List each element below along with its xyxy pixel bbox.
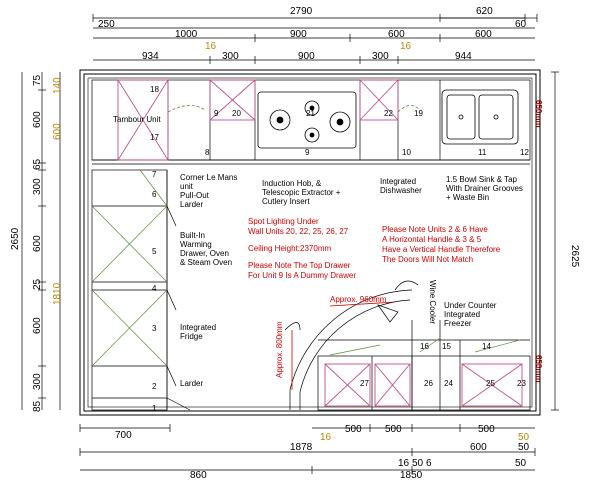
dim-bottom-50-tiny: 50 (412, 458, 424, 469)
unit-22: 22 (384, 109, 393, 118)
dim-row2-d: 600 (475, 29, 492, 40)
unit-18: 18 (150, 85, 159, 94)
unit-7: 7 (152, 170, 157, 179)
unit-15: 15 (442, 342, 451, 351)
label-hob: Induction Hob, & Telescopic Extractor + Cutlery Insert (262, 179, 341, 206)
dim-bottom-1850: 1850 (400, 470, 423, 481)
dim-top-left-offset: 250 (98, 19, 115, 30)
dim-left-c: 65 (32, 158, 43, 170)
dim-row3-d: 300 (372, 51, 389, 62)
note-drawer-1: Please Note The Top Drawer (248, 261, 351, 270)
dim-left-b: 600 (32, 111, 43, 128)
dim-left-i: 85 (32, 400, 43, 412)
dim-row2-a: 1000 (175, 29, 198, 40)
note-units-2: A Horizontal Handle & 3 & 5 (382, 235, 482, 244)
note-spot-1: Spot Lighting Under (248, 217, 319, 226)
dim-top-right-small: 60 (515, 19, 527, 30)
dim-gold-top-a: 16 (205, 41, 217, 52)
unit-9: 9 (305, 148, 310, 157)
label-builtin: Built-In Warming Drawer, Oven & Steam Oven (180, 231, 233, 267)
label-fridge: Integrated Fridge (180, 323, 217, 341)
unit-9-wall: 9 (214, 109, 219, 118)
note-units-3: Have a Vertical Handle Therefore (382, 245, 501, 254)
note-units-1: Please Note Units 2 & 6 Have (382, 225, 488, 234)
unit-26: 26 (424, 379, 433, 388)
dim-bottom-16: 16 (398, 458, 410, 469)
dim-bottom-gold-50: 50 (518, 432, 530, 443)
dim-row3-e: 944 (455, 51, 472, 62)
label-dishwasher: Integrated Dishwasher (380, 177, 422, 195)
dim-row2-c: 600 (388, 29, 405, 40)
dim-left-a: 75 (32, 74, 43, 86)
unit-16: 16 (420, 342, 429, 351)
dim-row2-b: 900 (290, 29, 307, 40)
unit-12: 12 (520, 148, 529, 157)
left-unit-crosses (92, 170, 167, 366)
dim-left-gold-a: 140 (52, 77, 63, 94)
unit-10: 10 (402, 148, 411, 157)
note-approx-960: Approx. 960mm (330, 295, 387, 304)
dim-row3-b: 300 (222, 51, 239, 62)
label-sink: 1.5 Bowl Sink & Tap With Drainer Grooves + Waste Bin (446, 175, 523, 202)
label-tambour: Tambour Unit (113, 115, 161, 124)
unit-19: 19 (414, 109, 423, 118)
unit-20: 20 (232, 109, 241, 118)
sink (442, 90, 518, 144)
unit-2: 2 (152, 382, 157, 391)
dim-bottom-gold-16: 16 (320, 432, 332, 443)
dim-left-h: 300 (32, 373, 43, 390)
dim-right-overall: 2625 (569, 245, 580, 268)
unit-24: 24 (444, 379, 453, 388)
dim-bottom-1878: 1878 (290, 442, 313, 453)
dim-left-gold-b: 600 (52, 123, 63, 140)
unit-11: 11 (478, 148, 487, 157)
unit-1: 1 (152, 404, 157, 413)
unit-5: 5 (152, 247, 157, 256)
unit-4: 4 (152, 284, 157, 293)
dim-left-d: 300 (32, 178, 43, 195)
dim-row3-a: 934 (142, 51, 159, 62)
right-dimensions (551, 72, 559, 410)
dim-bottom-50-r: 50 (515, 458, 527, 469)
dim-top-overall: 2790 (290, 6, 313, 17)
dim-bottom-6: 6 (426, 458, 432, 469)
unit-23: 23 (517, 379, 526, 388)
dim-right-red-top: 650mm (534, 100, 543, 128)
dim-gold-top-b: 16 (400, 41, 412, 52)
unit-17: 17 (150, 133, 159, 142)
note-ceiling: Ceiling Height:2370mm (248, 244, 332, 253)
dim-left-e: 600 (32, 235, 43, 252)
dim-bottom-860: 860 (190, 470, 207, 481)
unit-14: 14 (482, 342, 491, 351)
dim-bottom-50: 50 (518, 442, 530, 453)
dim-row3-c: 900 (298, 51, 315, 62)
dim-left-g: 600 (32, 317, 43, 334)
note-spot-2: Wall Units 20, 22, 25, 26, 27 (248, 227, 349, 236)
dim-left-overall: 2650 (10, 227, 21, 250)
label-wine-cooler: Wine Cooler (428, 280, 437, 325)
hob (258, 92, 356, 148)
dim-left-gold-c: 1810 (52, 282, 63, 305)
note-approx-800: Approx. 800mm (275, 321, 284, 378)
dim-bottom-500-a: 500 (345, 424, 362, 435)
label-pullout: Pull-Out Larder (180, 191, 209, 209)
unit-8: 8 (205, 148, 210, 157)
dim-right-red-bottom: 650mm (534, 355, 543, 383)
label-larder: Larder (180, 379, 204, 388)
approx-arrows (292, 302, 395, 390)
dim-left-f: 25 (32, 278, 43, 290)
label-corner: Corner Le Mans unit (180, 173, 238, 191)
dim-bottom-500-c: 500 (478, 424, 495, 435)
dim-bottom-700: 700 (115, 430, 132, 441)
unit-3: 3 (152, 324, 157, 333)
unit-21: 21 (306, 109, 315, 118)
door-swings-top (168, 105, 420, 112)
dim-top-right: 620 (476, 6, 493, 17)
unit-25: 25 (486, 379, 495, 388)
dim-bottom-500-b: 500 (385, 424, 402, 435)
unit-6: 6 (152, 190, 157, 199)
label-undercounter: Under Counter Integrated Freezer (444, 301, 497, 328)
dim-bottom-600: 600 (470, 442, 487, 453)
wine-cooler-shape (285, 281, 418, 330)
note-drawer-2: For Unit 9 Is A Dummy Drawer (248, 271, 357, 280)
unit-27: 27 (360, 379, 369, 388)
note-units-4: The Doors Will Not Match (382, 255, 474, 264)
